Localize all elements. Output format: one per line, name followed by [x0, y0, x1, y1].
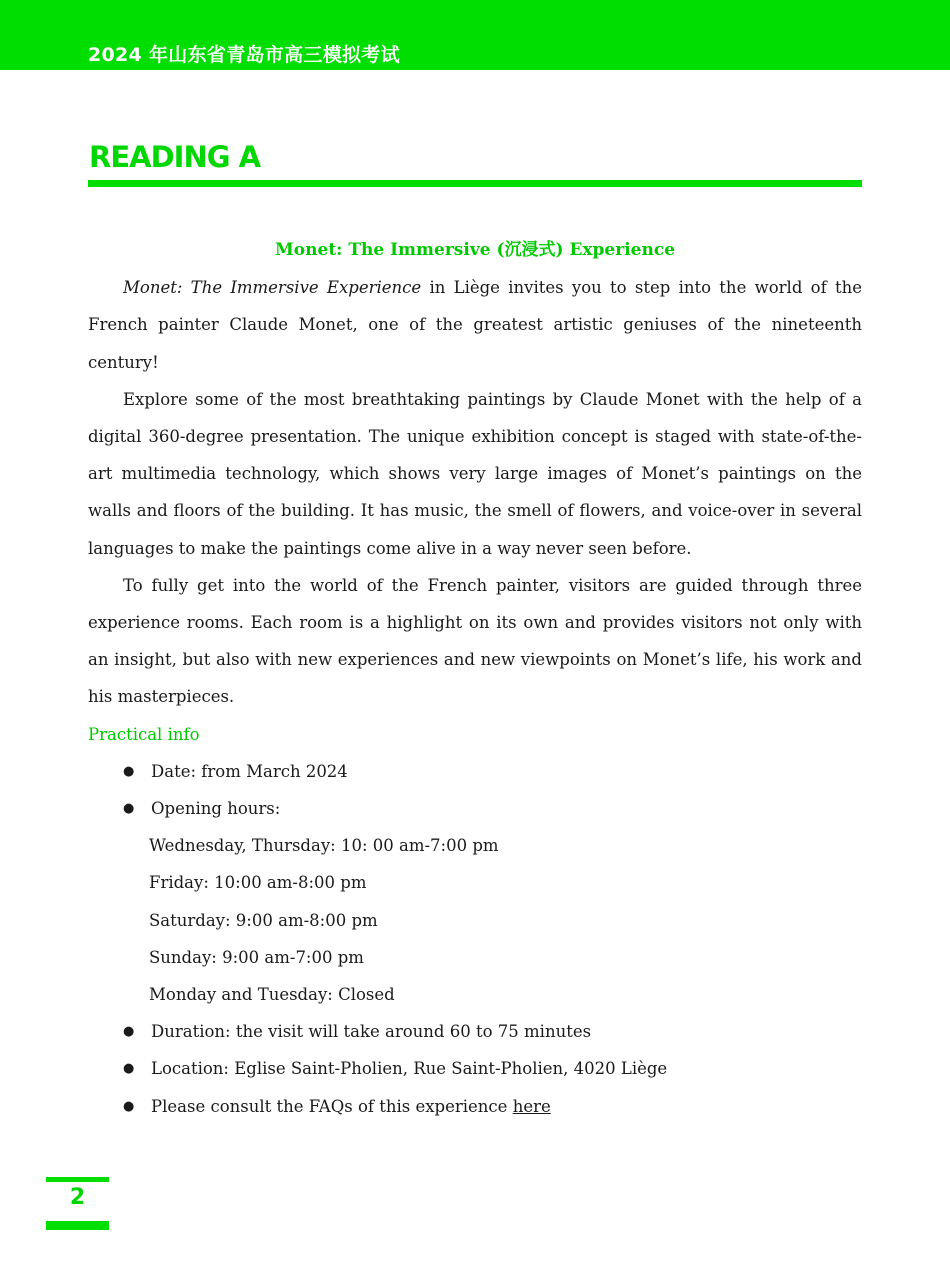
faq-text: Please consult the FAQs of this experience — [151, 1096, 513, 1116]
article-title: Monet: The Immersive (沉浸式) Experience — [274, 240, 676, 260]
paragraph-1 — [88, 269, 862, 381]
page-number-box — [46, 1177, 109, 1230]
hours-row: Sunday: 9:00 am-7:00 pm — [149, 947, 364, 967]
bullet-icon: ● — [123, 763, 135, 779]
date-text: Date: from March 2024 — [151, 761, 348, 781]
hours-row: Wednesday, Thursday: 10: 00 am-7:00 pm — [149, 836, 499, 856]
paragraph-3: To fully get into the world of the French painter, visitors are guided through three experience rooms. Each room is a highlight on its own and provides visitors not only with an insight, but also with new experiences and new viewpoints on Monet’s life, his work and his masterpieces. — [88, 575, 862, 707]
page-number: 2 — [69, 1185, 86, 1210]
paragraph-2: Explore some of the most breathtaking paintings by Claude Monet with the help of a digital 360-degree presentation. The unique exhibition concept is staged with state-of-the-art multimedia technology, which shows very large images of Monet’s paintings on the walls and floors of the building. It has music, the smell of flowers, and voice-over in several languages to make the paintings come alive in a way never seen before. — [88, 389, 862, 558]
list-item-faq — [88, 1088, 862, 1125]
section-heading: READING A — [89, 140, 261, 174]
hours-row: Saturday: 9:00 am-8:00 pm — [149, 910, 378, 930]
reading-passage — [88, 232, 862, 1125]
page-number-rule-bottom — [46, 1221, 109, 1230]
opening-hours-schedule — [88, 827, 862, 1013]
faq-link[interactable]: here — [512, 1096, 551, 1116]
hours-row: Friday: 10:00 am-8:00 pm — [149, 873, 367, 893]
practical-info-list-continued — [88, 1013, 862, 1125]
page-number-rule-top — [46, 1177, 109, 1182]
heading-divider — [88, 180, 862, 187]
location-text: Location: Eglise Saint-Pholien, Rue Saint-Pholien, 4020 Liège — [151, 1059, 668, 1079]
paragraph-1-text: in Liège invites you to step into the world of the French painter Claude Monet, one of the greatest artistic geniuses of the nineteenth century! — [88, 278, 863, 372]
list-item-date — [88, 753, 862, 790]
hours-row: Monday and Tuesday: Closed — [149, 985, 395, 1005]
practical-info-label: Practical info — [88, 724, 200, 744]
duration-text: Duration: the visit will take around 60 to 75 minutes — [151, 1022, 592, 1042]
list-item-opening-hours — [88, 790, 862, 827]
list-item-duration — [88, 1013, 862, 1050]
bullet-icon: ● — [123, 801, 135, 817]
bullet-icon: ● — [123, 1098, 135, 1114]
exhibition-name: Monet: The Immersive Experience — [123, 278, 422, 298]
list-item-location — [88, 1050, 862, 1087]
bullet-icon: ● — [123, 1061, 135, 1077]
header-bar — [0, 0, 950, 70]
opening-hours-label: Opening hours: — [151, 799, 281, 819]
exam-title: 2024 年山东省青岛市高三模拟考试 — [88, 44, 400, 66]
bullet-icon: ● — [123, 1024, 135, 1040]
practical-info-list — [88, 753, 862, 827]
